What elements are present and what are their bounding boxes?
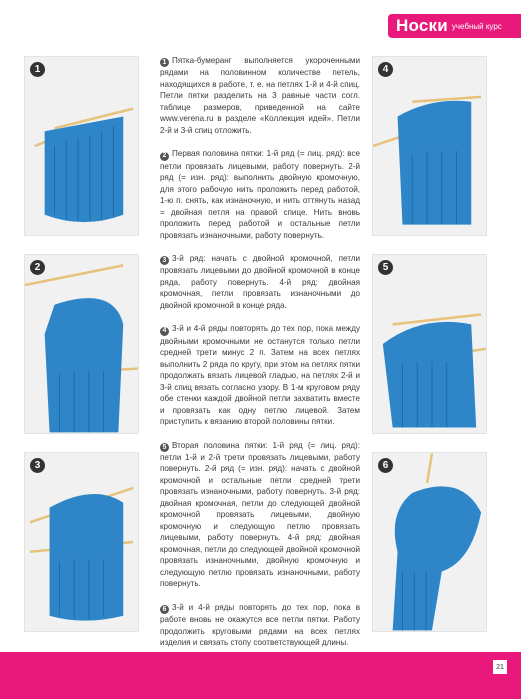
step-paragraph-2 xyxy=(160,148,360,241)
section-header xyxy=(388,14,521,38)
step-number: 6 xyxy=(160,605,169,614)
step-number: 4 xyxy=(160,327,169,336)
knitting-photo-4 xyxy=(373,57,486,235)
step-paragraph-1 xyxy=(160,55,360,136)
photo-badge: 3 xyxy=(30,458,45,473)
photo-badge: 5 xyxy=(378,260,393,275)
step-text: Вторая половина пятки: 1-й ряд (= лиц. ряд): петли 1-й и 2-й трети провязать лицевыми, работу повернуть. 2-й ряд (= изн. ряд): начать с двойной кромочной и остальные петли средней трети провязать изнаночными, работу повернуть. 3-й ряд: двойная кромочная, петли до следующей двойной кромочной провязать лицевыми, двойную кромочную и следующую петлю провязать лицевыми, работу повернуть. 4-й ряд: двойная кромочная, петли до следующей двойной кромочной провязать изнаночными, двойную кромочную и следующую петлю провязать изнаночными, работу повернуть. xyxy=(160,440,360,589)
instructions-column xyxy=(160,55,360,661)
footer-bar xyxy=(0,652,521,699)
knitting-photo-6 xyxy=(373,453,486,631)
photo-step-6 xyxy=(372,452,487,632)
header-title: Носки xyxy=(396,16,448,35)
step-paragraph-4 xyxy=(160,323,360,427)
step-paragraph-5 xyxy=(160,440,360,590)
step-paragraph-3 xyxy=(160,253,360,311)
step-number: 1 xyxy=(160,58,169,67)
photo-step-2 xyxy=(24,254,139,434)
step-number: 3 xyxy=(160,256,169,265)
step-text: Пятка-бумеранг выполняется укороченными рядами на половинном количестве петель, находящихся в работе, т. е. на петлях 1-й и 4-й спиц. Петли пятки разделить на 3 равные части согл. таблице размеров, приведенной на сайте www.verena.ru в разделе «Коллекция идей». Петли 2-й и 3-й спиц отложить. xyxy=(160,56,360,135)
step-text: 3-й ряд: начать с двойной кромочной, петли провязать лицевыми до двойной кромочной в конце ряда, работу повернуть. 4-й ряд: двойная кромочная, петли провязать изнаночными до двойной кромочной в конце ряда. xyxy=(160,254,360,310)
photo-step-3 xyxy=(24,452,139,632)
step-text: 3-й и 4-й ряды повторять до тех пор, пока в работе вновь не окажутся все петли пятки. Работу продолжить круговыми рядами на всех петлях изделия и связать стопу соответствующей длины. xyxy=(160,602,360,647)
knitting-photo-5 xyxy=(373,255,486,433)
step-text: Первая половина пятки: 1-й ряд (= лиц. ряд): все петли провязать лицевыми, работу повернуть. 2-й ряд (= изн. ряд): выполнить двойную кромочную, для этого рабочую нить проложить перед работой, 1-ю п. снять, как изнаночную, и нить оттянуть назад = двойная петля на правой спице. Нить вновь проложить перед работой и остальные петли провязать изнаночными, работу повернуть. xyxy=(160,149,360,240)
photo-step-1 xyxy=(24,56,139,236)
photo-step-5 xyxy=(372,254,487,434)
step-number: 2 xyxy=(160,152,169,161)
photo-badge: 2 xyxy=(30,260,45,275)
photo-badge: 4 xyxy=(378,62,393,77)
photo-badge: 1 xyxy=(30,62,45,77)
step-paragraph-6 xyxy=(160,602,360,649)
step-number: 5 xyxy=(160,443,169,452)
knitting-photo-1 xyxy=(25,57,138,235)
knitting-photo-3 xyxy=(25,453,138,631)
photo-step-4 xyxy=(372,56,487,236)
header-subtitle: учебный курс xyxy=(451,21,502,31)
photo-badge: 6 xyxy=(378,458,393,473)
step-text: 3-й и 4-й ряды повторять до тех пор, пока между двойными кромочными не останутся только петли средней трети минус 2 п. Затем на всех петлях выполнить 2 ряда по кругу, при этом на петлях пятки продолжать вязать лицевой гладью, на петлях 2-й и 3-й спиц вязать согласно узору. В 1-м круговом ряду обе стенки каждой двойной петли захватить вместе и провязать как одну петлю лицевой. Затем приступить к вязанию второй половины пятки. xyxy=(160,324,360,426)
knitting-photo-2 xyxy=(25,255,138,433)
page-number: 21 xyxy=(493,660,507,674)
